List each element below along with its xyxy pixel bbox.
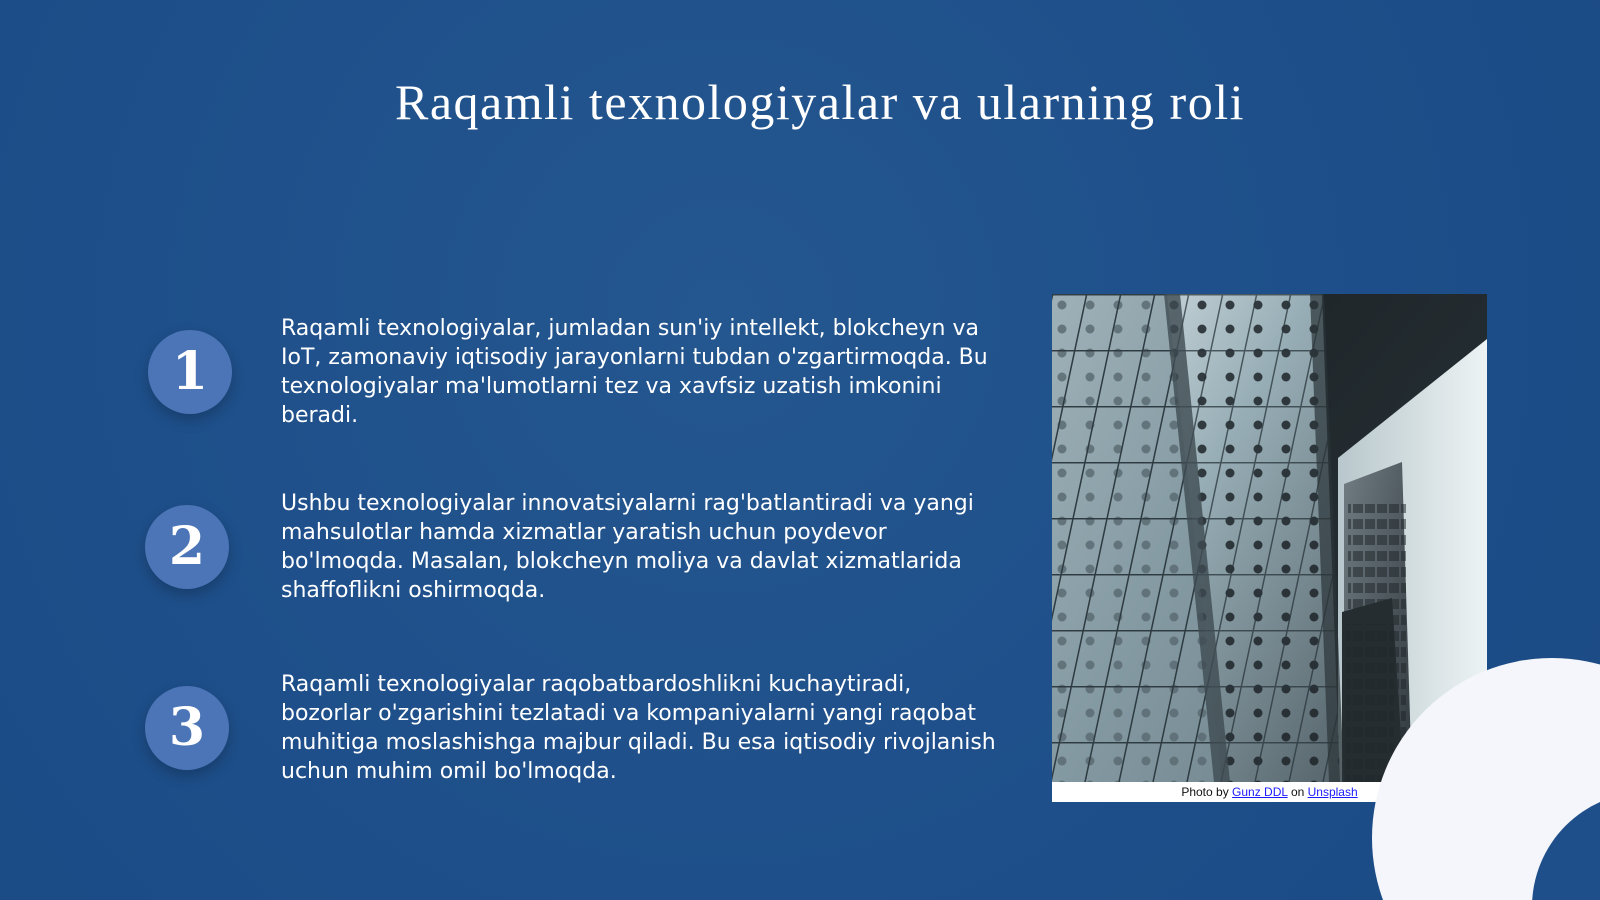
number-badge-1: 1 <box>148 330 232 414</box>
number-badge-3: 3 <box>145 686 229 770</box>
number-badge-2: 2 <box>145 505 229 589</box>
building-photo <box>1052 294 1487 782</box>
unsplash-link[interactable]: Unsplash <box>1307 785 1358 799</box>
item-text-2: Ushbu texnologiyalar innovatsiyalarni rag'batlantiradi va yangi mahsulotlar hamda xizmatlar yaratish uchun poydevor bo'lmoqda. Masalan, blokcheyn moliya va davlat xizmatlarida shaffoflikni oshirmoqda. <box>281 491 974 603</box>
item-text-3: Raqamli texnologiyalar raqobatbardoshlikni kuchaytiradi, bozorlar o'zgarishini tezlatadi va kompaniyalarni yangi raqobat muhitiga moslashishga majbur qiladi. Bu esa iqtisodiy rivojlanish uchun muhim omil bo'lmoqda. <box>281 672 996 784</box>
item-text-1: Raqamli texnologiyalar, jumladan sun'iy intellekt, blokcheyn va IoT, zamonaviy iqtisodiy jarayonlarni tubdan o'zgartirmoqda. Bu texnologiyalar ma'lumotlarni tez va xavfsiz uzatish imkonini beradi. <box>281 316 988 428</box>
photo-author-link[interactable]: Gunz DDL <box>1232 785 1288 799</box>
caption-prefix: Photo by <box>1181 785 1233 799</box>
slide-title: Raqamli texnologiyalar va ularning roli <box>395 74 1245 130</box>
caption-middle: on <box>1287 785 1308 799</box>
